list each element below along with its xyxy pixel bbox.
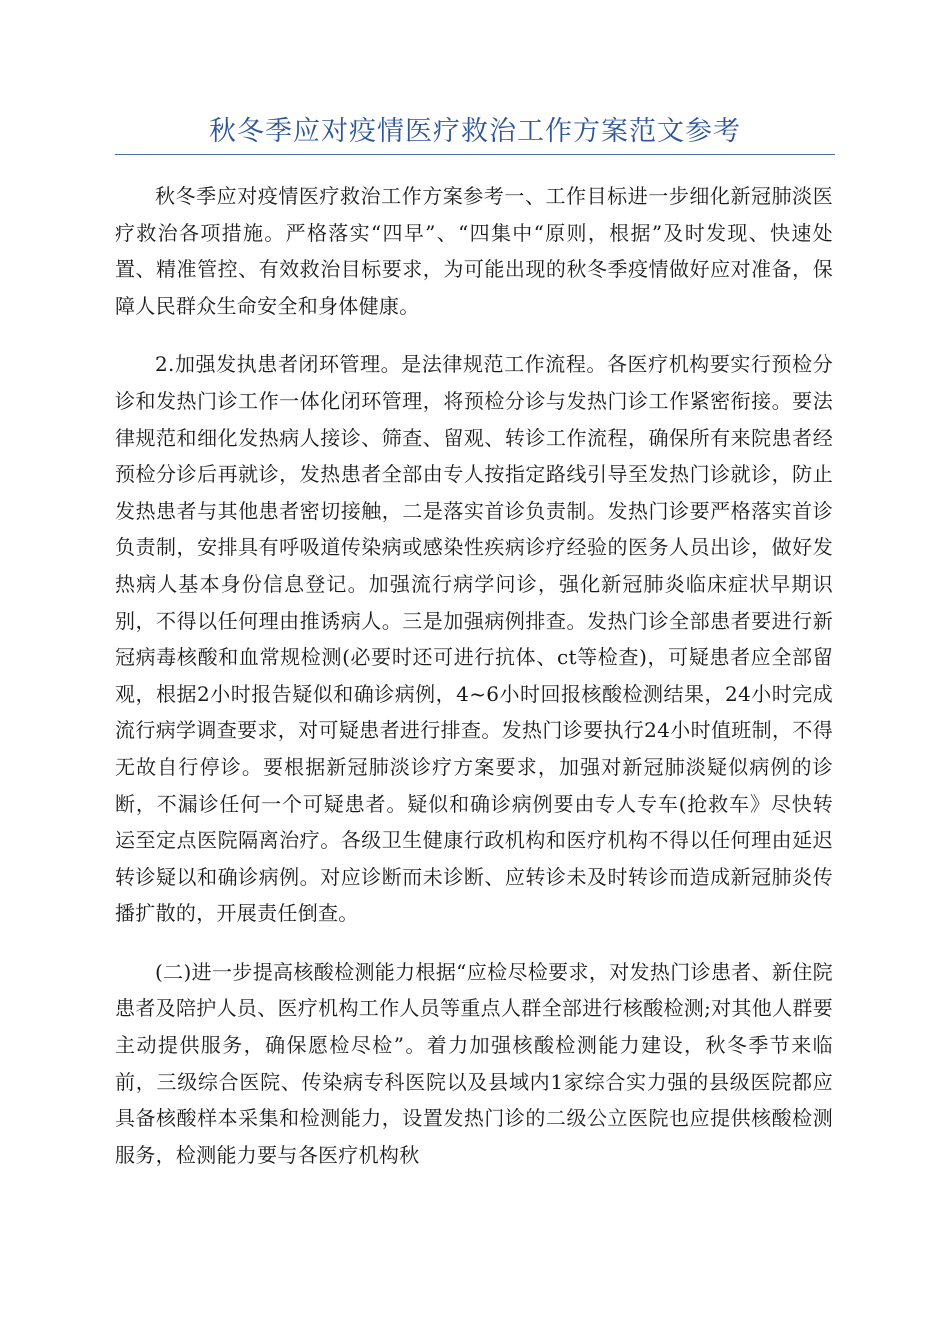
paragraph-nucleic-acid-testing: (二)进一步提高核酸检测能力根据“应检尽检要求，对发热门诊患者、新住院患者及陪护人员、医疗机构工作人员等重点人群全部进行核酸检测;对其他人群要主动提供服务，确保愿检尽检”。着力加强核酸检测能力建设，秋冬季节来临前，三级综合医院、传染病专科医院以及县域内1家综合实力强的县级医院都应具备核酸样本采集和检测能力，设置发热门诊的二级公立医院也应提供核酸检测服务，检测能力要与各医疗机构秋 <box>115 959 833 1167</box>
document-title: 秋冬季应对疫情医疗救治工作方案范文参考 <box>209 116 741 147</box>
title-underline-divider <box>115 154 835 155</box>
document-body <box>115 178 833 1195</box>
paragraph-intro: 秋冬季应对疫情医疗救治工作方案参考一、工作目标进一步细化新冠肺淡医疗救治各项措施。严格落实“四早”、“四集中“原则，根据”及时发现、快速处置、精准管控、有效救治目标要求，为可能出现的秋冬季疫情做好应对准备，保障人民群众生命安全和身体健康。 <box>115 184 833 318</box>
paragraph-closed-loop-management: 2.加强发执患者闭环管理。是法律规范工作流程。各医疗机构要实行预检分诊和发热门诊工作一体化闭环管理，将预检分诊与发热门诊工作紧密衔接。要法律规范和细化发热病人接诊、筛查、留观、转诊工作流程，确保所有来院患者经预检分诊后再就诊，发热患者全部由专人按指定路线引导至发热门诊就诊，防止发热患者与其他患者密切接触，二是落实首诊负责制。发热门诊要严格落实首诊负责制，安排具有呼吸道传染病或感染性疾病诊疗经验的医务人员出诊，做好发热病人基本身份信息登记。加强流行病学问诊，强化新冠肺炎临床症状早期识别，不得以任何理由推诱病人。三是加强病例排查。发热门诊全部患者要进行新冠病毒核酸和血常规检测(必要时还可进行抗体、ct等检查)，可疑患者应全部留观，根据2小时报告疑似和确诊病例，4~6小时回报核酸检测结果，24小时完成流行病学调查要求，对可疑患者进行排查。发热门诊要执行24小时值班制，不得无故自行停诊。要根据新冠肺淡诊疗方案要求，加强对新冠肺淡疑似病例的诊断，不漏诊任何一个可疑患者。疑似和确诊病例要由专人专车(抢救车》尽快转运至定点医院隔离治疗。各级卫生健康行政机构和医疗机构不得以任何理由延迟转诊疑以和确诊病例。对应诊断而未诊断、应转诊未及时转诊而造成新冠肺炎传播扩散的，开展责任倒查。 <box>115 352 833 926</box>
